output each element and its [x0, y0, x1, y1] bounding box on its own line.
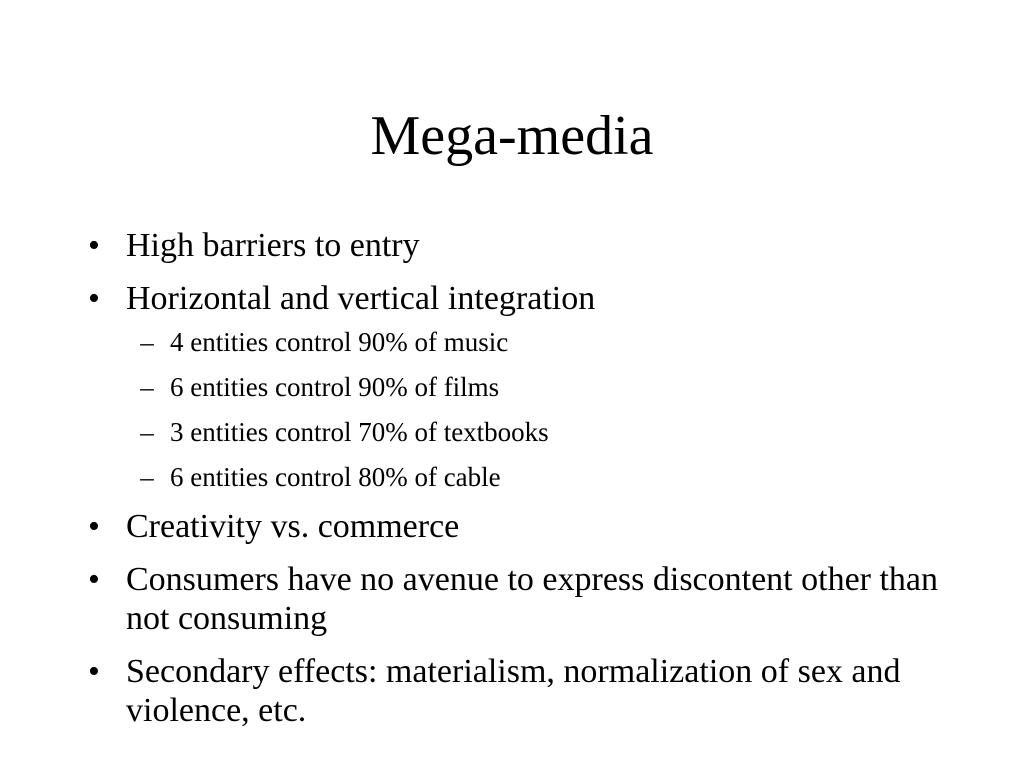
bullet-item: [84, 652, 944, 730]
bullet-marker: •: [88, 653, 100, 690]
sub-bullet-text: 6 entities control 80% of cable: [170, 462, 501, 492]
sub-bullet-item: [126, 416, 944, 448]
bullet-item: [84, 507, 944, 546]
bullet-marker: •: [88, 508, 100, 545]
dash-marker: –: [140, 462, 154, 492]
sub-bullet-list: [126, 326, 944, 493]
dash-marker: –: [140, 327, 154, 357]
bullet-text: High barriers to entry: [126, 227, 420, 264]
bullet-text: Consumers have no avenue to express discontent other than not consuming: [126, 561, 939, 637]
sub-bullet-item: [126, 371, 944, 403]
sub-bullet-item: [126, 461, 944, 493]
bullet-item: [84, 279, 944, 493]
bullet-marker: •: [88, 227, 100, 264]
bullet-text: Creativity vs. commerce: [126, 508, 460, 545]
bullet-text: Secondary effects: materialism, normalization of sex and violence, etc.: [126, 653, 901, 729]
bullet-marker: •: [88, 561, 100, 598]
bullet-list: [84, 226, 944, 744]
bullet-item: [84, 226, 944, 265]
slide-title: Mega-media: [370, 105, 654, 167]
sub-bullet-text: 6 entities control 90% of films: [170, 372, 500, 402]
bullet-item: [84, 560, 944, 638]
bullet-marker: •: [88, 280, 100, 317]
bullet-text: Horizontal and vertical integration: [126, 280, 596, 317]
dash-marker: –: [140, 372, 154, 402]
sub-bullet-item: [126, 326, 944, 358]
sub-bullet-text: 4 entities control 90% of music: [170, 327, 509, 357]
sub-bullet-text: 3 entities control 70% of textbooks: [170, 417, 549, 447]
dash-marker: –: [140, 417, 154, 447]
